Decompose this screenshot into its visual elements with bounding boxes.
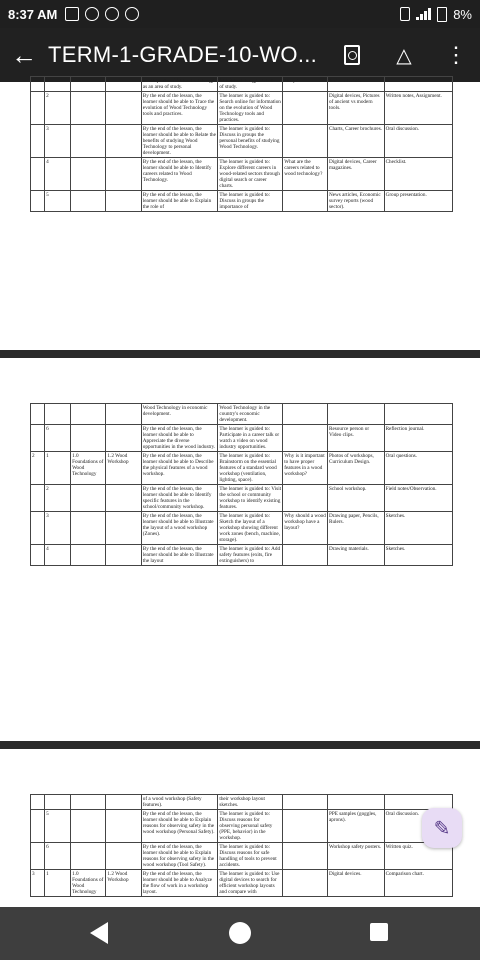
more-vert-icon: ⋮ — [445, 42, 467, 67]
table-cell — [71, 843, 106, 870]
table-cell — [31, 158, 45, 191]
battery-icon — [437, 7, 447, 22]
edit-fab-button[interactable] — [422, 808, 462, 848]
table-cell: By the end of the lesson, the learner should be able to Analyze the flow of work in a workshop layout. — [141, 870, 218, 897]
scheme-table — [30, 794, 453, 897]
table-cell — [283, 545, 328, 566]
table-cell: Why is it important to have proper features in a wood workshop? — [283, 452, 328, 485]
table-row — [31, 404, 453, 425]
table-cell: By the end of the lesson, the learner should be able to Relate the benefits of studying Wood Technology to personal development. — [142, 126, 216, 156]
table-cell: The learner is guided to: Participate in a career talk or watch a video on wood industry opportunities. — [218, 425, 283, 452]
table-row — [31, 545, 453, 566]
table-cell: News articles, Economic survey reports (wood sector). — [328, 191, 385, 212]
table-cell: development of Wood Technology as an area of study. — [141, 77, 218, 92]
table-cell — [384, 77, 452, 92]
table-cell: School workshop. — [328, 485, 385, 512]
table-cell: 4 — [45, 545, 71, 566]
table-cell — [31, 795, 45, 810]
search-in-document-button[interactable] — [332, 28, 372, 82]
table-cell — [106, 545, 141, 566]
table-row — [31, 795, 453, 810]
table-cell: Digital devices. — [328, 870, 385, 897]
table-cell — [283, 125, 328, 158]
gallery-icon — [65, 7, 79, 21]
table-cell — [45, 77, 71, 92]
table-cell: 6 — [45, 425, 71, 452]
document-page — [0, 358, 480, 741]
table-cell: By the end of the lesson, the learner should be able to Appreciate the diverse opportunities in the wood industry. — [141, 425, 218, 452]
table-cell: 1 — [45, 870, 71, 897]
table-cell: Charts, Career brochures. — [328, 125, 385, 158]
whatsapp-icon — [125, 7, 139, 21]
table-cell: 3 — [45, 125, 71, 158]
table-cell — [283, 92, 328, 125]
table-cell: Digital devices, Pictures of ancient vs modern tools. — [328, 92, 385, 125]
document-title: TERM-1-GRADE-10-WO... — [48, 42, 318, 67]
table-cell — [384, 404, 452, 425]
table-cell — [31, 810, 45, 843]
table-cell: Group presentation. — [384, 191, 452, 212]
table-cell: Wood Technology in the country's economic development. — [218, 404, 283, 425]
table-cell — [71, 92, 106, 125]
table-cell: Comparison chart. — [384, 870, 452, 897]
table-cell — [71, 191, 106, 212]
notification-icons — [65, 7, 139, 21]
table-cell: study? — [283, 77, 328, 92]
document-page — [0, 78, 480, 350]
table-cell — [106, 485, 141, 512]
vibrate-icon — [400, 7, 410, 21]
nav-back-icon[interactable] — [90, 922, 108, 944]
table-cell: Wood Technology as an area of study. — [218, 77, 283, 92]
add-to-drive-button[interactable] — [384, 28, 424, 82]
table-cell: Wood Technology in economic development. — [141, 404, 218, 425]
table-cell — [106, 77, 141, 92]
table-cell — [106, 125, 141, 158]
table-cell — [45, 795, 71, 810]
table-cell: Field notes/Observation. — [384, 485, 452, 512]
table-cell: 2 — [45, 92, 71, 125]
table-cell: Drawing paper, Pencils, Rulers. — [328, 512, 385, 545]
table-cell — [31, 125, 45, 158]
table-row — [31, 485, 453, 512]
table-cell: 6 — [45, 843, 71, 870]
table-cell — [31, 191, 45, 212]
table-row — [31, 512, 453, 545]
table-cell: The learner is guided to: Add safety features (exits, fire extinguishers) to — [218, 545, 283, 566]
table-cell: 3 — [31, 870, 45, 897]
facebook-icon — [85, 7, 99, 21]
table-cell: 3 — [45, 512, 71, 545]
status-bar — [0, 0, 480, 28]
document-page — [0, 749, 480, 907]
table-cell: Photos of workshops, Curriculum Design. — [328, 452, 385, 485]
table-cell — [71, 158, 106, 191]
table-cell — [31, 425, 45, 452]
table-cell: Internet access. — [328, 77, 385, 92]
system-icons — [400, 0, 472, 28]
table-cell — [328, 795, 385, 810]
table-cell — [106, 425, 141, 452]
table-cell: The learner is guided to: Discuss in groups the importance of — [218, 191, 283, 212]
table-cell: Digital devices, Career magazines. — [328, 158, 385, 191]
table-cell: What are the careers related to wood technology? — [283, 158, 328, 191]
back-arrow-icon[interactable]: ← — [11, 39, 37, 70]
table-cell — [31, 843, 45, 870]
table-cell — [71, 77, 106, 92]
system-nav-bar — [0, 907, 480, 960]
table-cell: Resource person or Video clips. — [328, 425, 385, 452]
table-cell: of a wood workshop (Safety features). — [141, 795, 218, 810]
table-cell — [31, 512, 45, 545]
table-cell — [71, 795, 106, 810]
drive-add-icon: △ — [396, 44, 412, 67]
table-cell — [106, 843, 141, 870]
table-cell: Oral discussion. — [384, 125, 452, 158]
table-cell: 1.2 Wood Workshop — [106, 870, 141, 897]
table-cell — [31, 77, 45, 92]
table-cell: 5 — [45, 810, 71, 843]
table-cell — [106, 158, 141, 191]
table-cell: Why should a wood workshop have a layout? — [283, 512, 328, 545]
table-cell: The learner is guided to: Discuss reasons for safe handling of tools to prevent accidents. — [218, 843, 283, 870]
table-cell — [106, 404, 141, 425]
table-row — [31, 843, 453, 870]
table-cell — [71, 545, 106, 566]
nav-recents-icon[interactable] — [370, 923, 388, 941]
table-cell — [106, 191, 141, 212]
table-cell — [328, 404, 385, 425]
table-cell: their workshop layout sketches. — [218, 795, 283, 810]
table-row — [31, 870, 453, 897]
table-row — [31, 425, 453, 452]
table-cell — [71, 810, 106, 843]
table-row — [31, 125, 453, 158]
table-cell: By the end of the lesson, the learner should be able to Illustrate the layout — [141, 545, 218, 566]
nav-home-icon[interactable] — [229, 922, 251, 944]
table-cell: The learner is guided to: Discuss reasons for observing personal safety (PPE, behavior) in the workshop. — [218, 810, 283, 843]
table-cell — [283, 810, 328, 843]
table-cell: 1.0 Foundations of Wood Technology — [71, 870, 106, 897]
scheme-table — [30, 403, 453, 566]
table-cell: The learner is guided to: Explore different careers in wood-related sectors through digital search or career charts. — [218, 158, 283, 191]
table-cell: PPE samples (goggles, aprons). — [328, 810, 385, 843]
table-cell — [283, 404, 328, 425]
table-cell — [106, 810, 141, 843]
table-cell — [106, 795, 141, 810]
table-cell — [71, 485, 106, 512]
app-bar — [0, 28, 480, 82]
table-cell — [71, 425, 106, 452]
table-cell — [31, 545, 45, 566]
table-cell — [283, 843, 328, 870]
table-cell: The learner is guided to: Sketch the layout of a workshop showing different work zones (bench, machine, storage). — [218, 512, 283, 545]
table-cell: Reflection journal. — [384, 425, 452, 452]
table-cell — [71, 125, 106, 158]
search-doc-icon — [344, 45, 360, 65]
table-cell: Oral questions. — [384, 452, 452, 485]
table-cell: Sketches. — [384, 512, 452, 545]
battery-level: 8% — [453, 6, 472, 22]
table-row — [31, 77, 453, 92]
page-separator — [0, 350, 480, 358]
more-options-button[interactable] — [436, 28, 476, 82]
table-cell: By the end of the lesson, the learner should be able to Identify careers related to Wood Technology. — [141, 158, 218, 191]
table-cell: 4 — [45, 158, 71, 191]
table-cell — [71, 404, 106, 425]
table-cell: Written notes, Assignment. — [384, 92, 452, 125]
table-cell: By the end of the lesson, the learner should be able to Explain the role of — [141, 191, 218, 212]
table-cell: 1.2 Wood Workshop — [106, 452, 141, 485]
table-row — [31, 452, 453, 485]
table-cell: 2 — [31, 452, 45, 485]
table-cell — [31, 404, 45, 425]
table-cell: Sketches. — [384, 545, 452, 566]
table-cell: 5 — [45, 191, 71, 212]
table-cell: By the end of the lesson, the learner should be able to Describe the physical features of a wood workshop. — [141, 452, 218, 485]
table-cell: The learner is guided to: Discuss in groups the personal benefits of studying Wood Technology. — [218, 125, 283, 158]
table-cell — [283, 795, 328, 810]
table-row — [31, 191, 453, 212]
table-cell: The learner is guided to: Search online for information on the evolution of Wood Technology tools and practices. — [219, 93, 281, 123]
pen-icon: ✎ — [433, 817, 451, 840]
table-row — [31, 158, 453, 191]
table-cell — [283, 870, 328, 897]
page-separator — [0, 741, 480, 749]
signal-icon — [416, 8, 431, 20]
scheme-table — [30, 76, 453, 212]
table-row — [31, 92, 453, 125]
table-cell — [283, 485, 328, 512]
table-cell: Checklist. — [384, 158, 452, 191]
table-cell — [283, 191, 328, 212]
table-cell — [71, 512, 106, 545]
table-cell: By the end of the lesson, the learner should be able to Identify specific features in the school/community workshop. — [141, 485, 218, 512]
table-cell — [45, 404, 71, 425]
status-time: 8:37 AM — [8, 6, 58, 22]
table-row — [31, 810, 453, 843]
table-cell: 2 — [45, 485, 71, 512]
table-cell: The learner is guided to: Brainstorm on the essential features of a standard wood workshop (ventilation, lighting, space). — [218, 452, 283, 485]
table-cell: Written quiz. — [384, 843, 452, 870]
table-cell — [106, 512, 141, 545]
table-cell: The learner is guided to: Use digital devices to search for efficient workshop layouts and compare with — [218, 870, 283, 897]
table-cell: The learner is guided to: Visit the school or community workshop to identify existing features. — [219, 486, 282, 510]
table-cell: Drawing materials. — [328, 545, 385, 566]
table-cell — [31, 485, 45, 512]
table-cell: By the end of the lesson, the learner should be able to Explain reasons for observing safety in the wood workshop (Tool Safety). — [141, 843, 218, 870]
table-cell: By the end of the lesson, the learner should be able to Trace the evolution of Wood Technology tools and practices. — [141, 92, 218, 125]
table-cell: By the end of the lesson, the learner should be able to Illustrate the layout of a wood workshop (Zones). — [141, 512, 218, 545]
table-cell: 1.0 Foundations of Wood Technology — [71, 452, 106, 485]
table-cell — [106, 92, 141, 125]
table-cell: By the end of the lesson, the learner should be able to Explain reasons for observing safety in the wood workshop (Personal Safety). — [141, 810, 218, 843]
table-cell: Workshop safety posters. — [328, 843, 385, 870]
table-cell: 1 — [45, 452, 71, 485]
facebook-icon-2 — [105, 7, 119, 21]
table-cell — [31, 92, 45, 125]
table-cell: Oral discussion. — [384, 810, 452, 843]
table-cell — [283, 425, 328, 452]
